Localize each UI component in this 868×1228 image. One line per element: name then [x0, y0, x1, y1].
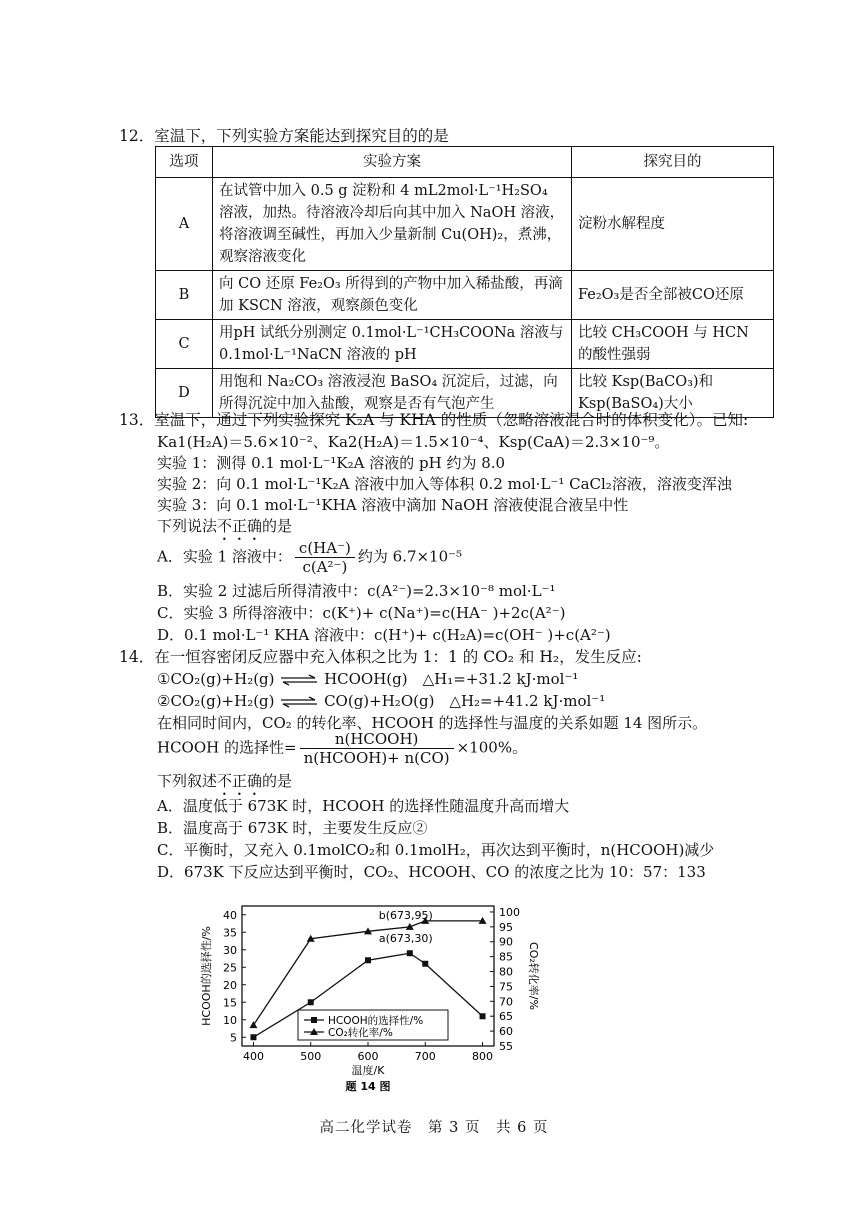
q13-option-c: C．实验 3 所得溶液中：c(K⁺)+ c(Na⁺)=c(HA⁻ )+2c(A²⁻): [157, 604, 566, 622]
point-annotation: b(673,95): [378, 908, 433, 922]
y-right-tick-label: 90: [499, 935, 513, 949]
fraction-denominator: n(HCOOH)+ n(CO): [303, 749, 450, 767]
q14-reaction-2: [157, 690, 605, 711]
y-left-tick-label: 25: [223, 961, 237, 975]
option-a-label: A．实验 1 溶液中：: [157, 547, 292, 566]
q13-stem: 13．室温下，通过下列实验探究 K₂A 与 KHA 的性质（忽略溶液混合时的体积变化）。已知:: [119, 411, 749, 429]
row-plan: 向 CO 还原 Fe₂O₃ 所得到的产物中加入稀盐酸，再滴加 KSCN 溶液，观察颜色变化: [213, 271, 572, 320]
legend-marker-square: [311, 1017, 317, 1023]
row-option: C: [156, 320, 213, 369]
data-point-square: [422, 961, 428, 967]
data-point-square: [308, 999, 314, 1005]
x-tick-label: 700: [414, 1050, 436, 1063]
y-left-tick-label: 20: [223, 978, 237, 992]
fraction-denominator: c(A²⁻): [302, 558, 348, 576]
row-plan: 用饱和 Na₂CO₃ 溶液浸泡 BaSO₄ 沉淀后，过滤，向所得沉淀中加入盐酸，观察是否有气泡产生: [213, 369, 572, 418]
ask-text: 下列叙述: [157, 772, 218, 790]
y-right-tick-label: 60: [499, 1025, 513, 1039]
q14-stem: 14．在一恒容密闭反应器中充入体积之比为 1：1 的 CO₂ 和 H₂，发生反应:: [119, 648, 642, 666]
y-left-axis-label: HCOOH的选择性/%: [200, 926, 213, 1026]
figure-caption: 题 14 图: [345, 1080, 391, 1093]
q13-option-d: D．0.1 mol·L⁻¹ KHA 溶液中：c(H⁺)+ c(H₂A)=c(OH⁻ )+c(A²⁻): [157, 626, 611, 644]
q14-reaction-1: [157, 668, 578, 689]
table-row: [156, 178, 774, 271]
q14-option-a: A．温度低于 673K 时，HCOOH 的选择性随温度升高而增大: [157, 797, 570, 815]
fraction-numerator: c(HA⁻): [295, 539, 355, 558]
fraction-numerator: n(HCOOH): [300, 730, 454, 749]
reaction-1-products: HCOOH(g) △H₁=+31.2 kJ·mol⁻¹: [324, 670, 579, 688]
data-point-square: [407, 950, 413, 956]
y-left-tick-label: 35: [223, 926, 237, 940]
fraction: [300, 730, 454, 767]
ask-emphasis: 不正确: [217, 772, 263, 790]
header-option: 选项: [156, 147, 213, 178]
y-right-tick-label: 70: [499, 995, 513, 1009]
y-right-tick-label: 55: [499, 1040, 513, 1053]
y-right-tick-label: 65: [499, 1010, 513, 1024]
y-right-tick-label: 85: [499, 950, 513, 964]
row-goal: 比较 CH₃COOH 与 HCN 的酸性强弱: [572, 320, 774, 369]
table-header-row: [156, 147, 774, 178]
ask-text-end: 的是: [262, 772, 293, 790]
ask-emphasis: 不正确: [217, 517, 263, 535]
point-annotation: a(673,30): [378, 931, 433, 945]
y-right-tick-label: 100: [499, 905, 520, 919]
x-tick-label: 800: [472, 1050, 494, 1063]
data-point-square: [365, 957, 371, 963]
row-goal: Fe₂O₃是否全部被CO还原: [572, 271, 774, 320]
row-option: A: [156, 178, 213, 271]
q14-option-b: B．温度高于 673K 时，主要发生反应②: [157, 819, 428, 837]
ask-text-end: 的是: [262, 517, 293, 535]
q13-exp3: 实验 3：向 0.1 mol·L⁻¹KHA 溶液中滴加 NaOH 溶液使混合液呈中性: [157, 496, 629, 514]
row-goal: 比较 Ksp(BaCO₃)和 Ksp(BaSO₄)大小: [572, 369, 774, 418]
fraction: [295, 539, 355, 576]
equilibrium-arrow-icon: [279, 696, 319, 708]
q13-constants: Ka1(H₂A)＝5.6×10⁻²、Ka2(H₂A)＝1.5×10⁻⁴、Ksp(CaA)＝2.3×10⁻⁹。: [157, 433, 670, 451]
page-footer: 高二化学试卷 第 3 页 共 6 页: [319, 1120, 549, 1136]
y-right-tick-label: 95: [499, 920, 513, 934]
q13-option-a: [157, 539, 462, 576]
header-plan: 实验方案: [213, 147, 572, 178]
x-tick-label: 600: [357, 1050, 379, 1063]
row-goal: 淀粉水解程度: [572, 178, 774, 271]
table-row: [156, 271, 774, 320]
reaction-1-reactants: ①CO₂(g)+H₂(g): [157, 670, 275, 688]
legend-label: CO₂转化率/%: [328, 1027, 393, 1039]
y-left-tick-label: 5: [230, 1031, 237, 1045]
q13-exp1: 实验 1：测得 0.1 mol·L⁻¹K₂A 溶液的 pH 约为 8.0: [157, 454, 506, 472]
data-point-triangle: [249, 1021, 257, 1028]
ask-text: 下列说法: [157, 517, 218, 535]
header-goal: 探究目的: [572, 147, 774, 178]
q14-option-d: D．673K 下反应达到平衡时，CO₂、HCOOH、CO 的浓度之比为 10：57：133: [157, 863, 706, 881]
y-right-axis-label: CO₂转化率/%: [527, 942, 540, 1010]
legend-label: HCOOH的选择性/%: [328, 1015, 424, 1027]
formula-suffix: ×100%。: [456, 738, 528, 757]
q14-description: 在相同时间内，CO₂ 的转化率、HCOOH 的选择性与温度的关系如题 14 图所示。: [157, 714, 708, 732]
y-right-tick-label: 75: [499, 980, 513, 994]
y-left-tick-label: 15: [223, 996, 237, 1010]
row-option: D: [156, 369, 213, 418]
q14-option-c: C．平衡时，又充入 0.1molCO₂和 0.1molH₂，再次达到平衡时，n(HCOOH)减少: [157, 841, 715, 859]
q13-exp2: 实验 2：向 0.1 mol·L⁻¹K₂A 溶液中加入等体积 0.2 mol·L⁻¹ CaCl₂溶液，溶液变浑浊: [157, 475, 732, 493]
y-left-tick-label: 30: [223, 943, 237, 957]
y-right-tick-label: 80: [499, 965, 513, 979]
x-tick-label: 500: [300, 1050, 322, 1063]
x-tick-label: 400: [242, 1050, 264, 1063]
x-axis-label: 温度/K: [351, 1064, 385, 1077]
formula-label: HCOOH 的选择性=: [157, 738, 297, 757]
row-option: B: [156, 271, 213, 320]
table-row: [156, 320, 774, 369]
y-left-tick-label: 10: [223, 1013, 237, 1027]
row-plan: 用pH 试纸分别测定 0.1mol·L⁻¹CH₃COONa 溶液与 0.1mol·L⁻¹NaCN 溶液的 pH: [213, 320, 572, 369]
equilibrium-arrow-icon: [279, 674, 319, 686]
q12-table: [155, 146, 774, 418]
reaction-2-products: CO(g)+H₂O(g) △H₂=+41.2 kJ·mol⁻¹: [324, 692, 606, 710]
option-a-value: 约为 6.7×10⁻⁵: [357, 547, 463, 566]
data-point-square: [250, 1034, 256, 1040]
figure-14-chart: [180, 892, 560, 1097]
data-point-square: [480, 1013, 486, 1019]
y-left-tick-label: 40: [223, 908, 237, 922]
reaction-2-reactants: ②CO₂(g)+H₂(g): [157, 692, 275, 710]
q12-stem: 12．室温下，下列实验方案能达到探究目的的是: [119, 127, 449, 145]
row-plan: 在试管中加入 0.5 g 淀粉和 4 mL2mol·L⁻¹H₂SO₄ 溶液，加热。待溶液冷却后向其中加入 NaOH 溶液，将溶液调至碱性，再加入少量新制 Cu(OH)₂，煮沸，观察溶液变化: [213, 178, 572, 271]
q14-selectivity-formula: [157, 730, 527, 767]
q13-option-b: B．实验 2 过滤后所得清液中：c(A²⁻)=2.3×10⁻⁸ mol·L⁻¹: [157, 582, 556, 600]
